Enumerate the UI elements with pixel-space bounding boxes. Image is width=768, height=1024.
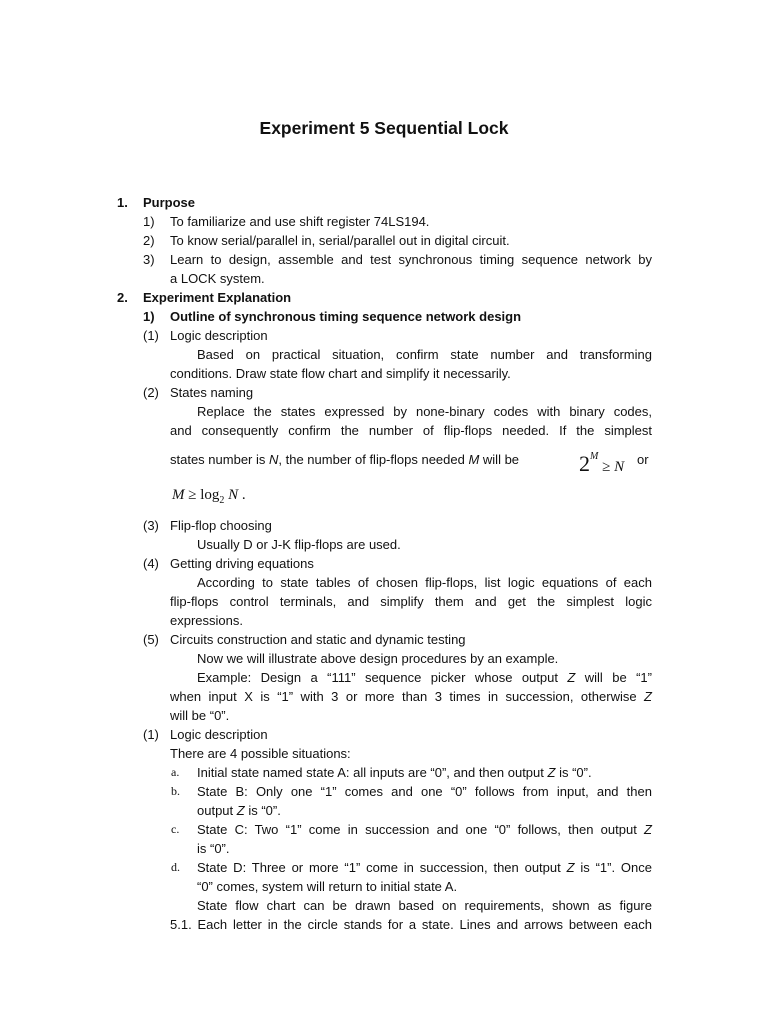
situation-b-letter: b. <box>171 784 180 798</box>
subsection-1-heading: Outline of synchronous timing sequence network design <box>170 309 522 324</box>
example-step-1-number: (1) <box>143 727 159 742</box>
purpose-item-2: To know serial/parallel in, serial/parallel out in digital circuit. <box>170 233 510 248</box>
closing-line-1: State flow chart can be drawn based on requirements, shown as figure <box>197 898 652 913</box>
step-2-line-3: states number is N, the number of flip-flops needed M will be <box>170 452 520 467</box>
step-4-line-2: flip-flops control terminals, and simplify them and get the simplest logic <box>170 594 652 609</box>
step-5-number: (5) <box>143 632 159 647</box>
step-1-line-1: Based on practical situation, confirm state number and transforming <box>197 347 652 362</box>
step-2-line-2: and consequently confirm the number of flip-flops needed. If the simplest <box>170 423 652 438</box>
purpose-item-1: To familiarize and use shift register 74LS194. <box>170 214 430 229</box>
step-1-line-2: conditions. Draw state flow chart and simplify it necessarily. <box>170 366 511 381</box>
formula-m-ge-log2-n: $M \ge \log_2 N$ . <box>172 487 246 506</box>
step-1-label: Logic description <box>170 328 268 343</box>
step-5-line-3: when input X is “1” with 3 or more than 3 times in succession, otherwise Z <box>170 689 652 704</box>
step-5-line-2: Example: Design a “111” sequence picker whose output Z will be “1” <box>197 670 652 685</box>
situation-d-letter: d. <box>171 860 180 874</box>
subsection-1-number: 1) <box>143 309 155 324</box>
section-2-number: 2. <box>117 290 128 305</box>
step-2-line-1: Replace the states expressed by none-binary codes with binary codes, <box>197 404 652 419</box>
step-2-label: States naming <box>170 385 254 400</box>
situation-c-letter: c. <box>171 822 180 836</box>
step-2-number: (2) <box>143 385 159 400</box>
step-4-label: Getting driving equations <box>170 556 314 571</box>
situation-c-line-1: State C: Two “1” come in succession and one “0” follows, then output Z <box>197 822 652 837</box>
situation-b-line-2: output Z is “0”. <box>197 803 281 818</box>
or-text: or <box>637 452 649 467</box>
purpose-item-3-number: 3) <box>143 252 155 267</box>
section-1-number: 1. <box>117 195 128 210</box>
situation-c-line-2: is “0”. <box>197 841 230 856</box>
section-1-heading: Purpose <box>143 195 196 210</box>
step-5-label: Circuits construction and static and dynamic testing <box>170 632 466 647</box>
step-4-number: (4) <box>143 556 159 571</box>
step-4-line-1: According to state tables of chosen flip-flops, list logic equations of each <box>197 575 652 590</box>
situation-a-text: Initial state named state A: all inputs are “0”, and then output Z is “0”. <box>197 765 592 780</box>
purpose-item-3-line-2: a LOCK system. <box>170 271 265 286</box>
situation-d-line-2: “0” comes, system will return to initial state A. <box>197 879 458 894</box>
step-3-number: (3) <box>143 518 159 533</box>
step-5-line-1: Now we will illustrate above design procedures by an example. <box>197 651 559 666</box>
section-2-heading: Experiment Explanation <box>143 290 292 305</box>
example-step-1-label: Logic description <box>170 727 268 742</box>
purpose-item-1-number: 1) <box>143 214 155 229</box>
closing-line-2: 5.1. Each letter in the circle stands for a state. Lines and arrows between each <box>170 917 652 932</box>
situation-a-letter: a. <box>171 765 180 779</box>
page-title: Experiment 5 Sequential Lock <box>259 118 509 138</box>
situation-b-line-1: State B: Only one “1” comes and one “0” follows from input, and then <box>197 784 652 799</box>
step-4-line-3: expressions. <box>170 613 243 628</box>
step-1-number: (1) <box>143 328 159 343</box>
step-3-line-1: Usually D or J-K flip-flops are used. <box>197 537 401 552</box>
example-intro: There are 4 possible situations: <box>170 746 351 761</box>
purpose-item-3-line-1: Learn to design, assemble and test synchronous timing sequence network by <box>170 252 652 267</box>
formula-2-pow-m-ge-n: $2^M \ge N$ <box>579 451 625 476</box>
step-5-line-4: will be “0”. <box>170 708 230 723</box>
situation-d-line-1: State D: Three or more “1” come in succession, then output Z is “1”. Once <box>197 860 653 875</box>
step-3-label: Flip-flop choosing <box>170 518 272 533</box>
purpose-item-2-number: 2) <box>143 233 155 248</box>
